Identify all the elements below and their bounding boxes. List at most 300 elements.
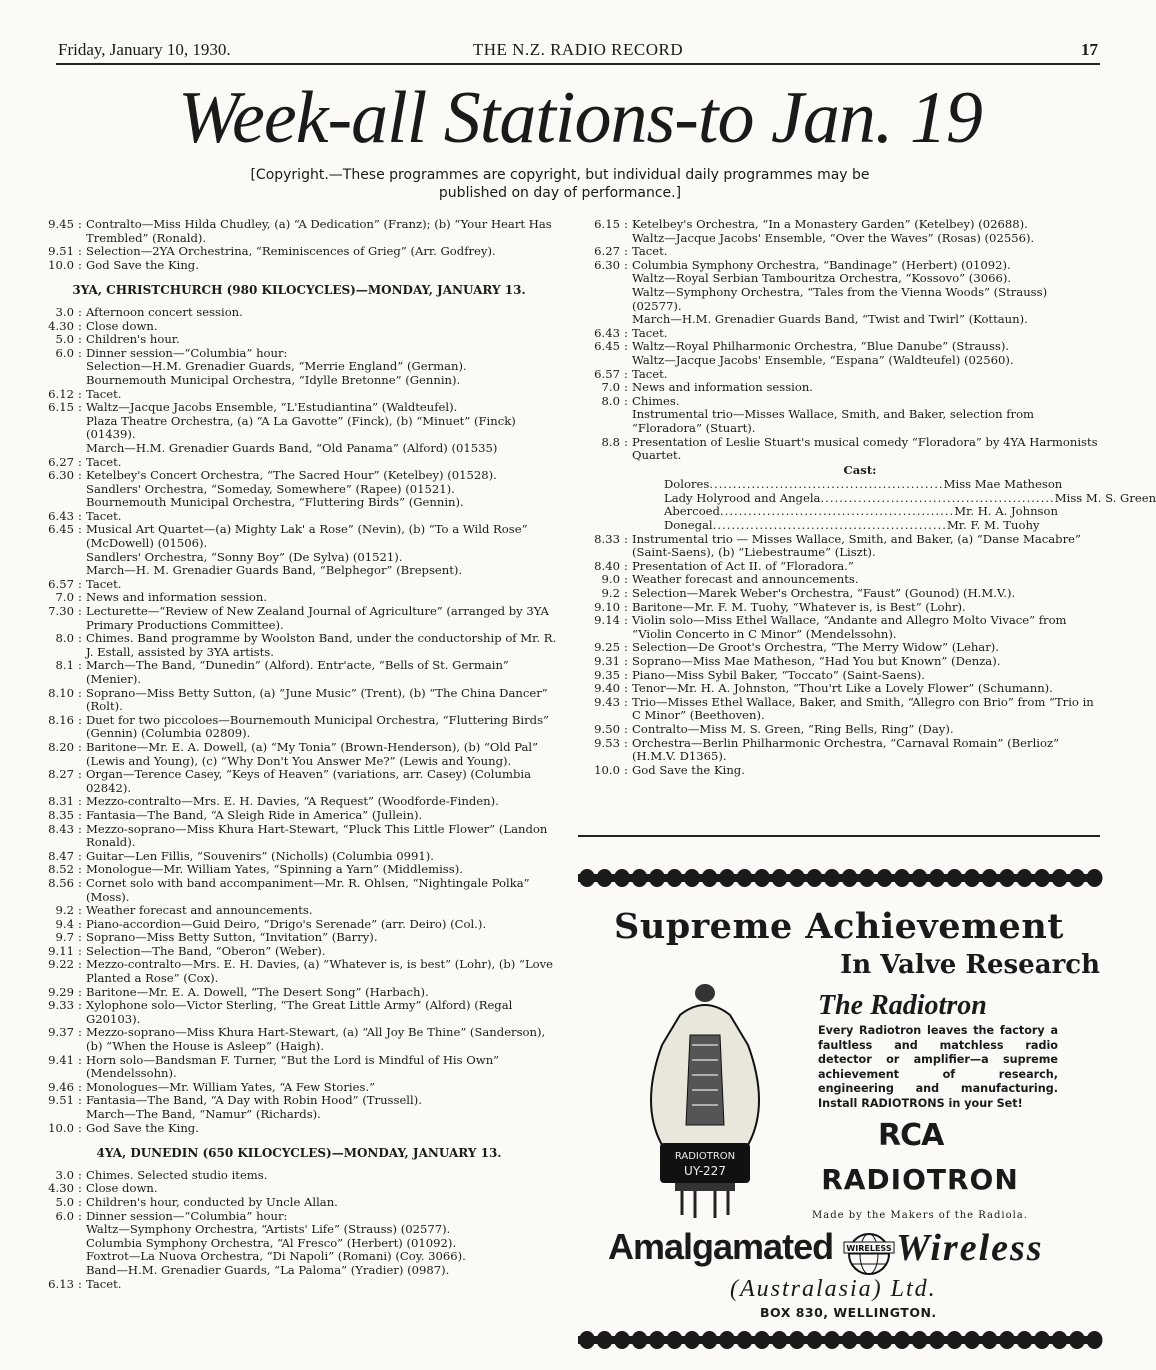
entry-time: 9.45 — [48, 217, 74, 231]
programme-entry — [34, 1169, 564, 1183]
border-scallop — [772, 1331, 788, 1349]
page-title: Week-all Stations-to Jan. 19 — [178, 77, 982, 159]
entry-text: Mezzo-contralto—Mrs. E. H. Davies, “A Request” (Woodforde-Finden). — [86, 794, 499, 809]
time-separator: : — [78, 712, 82, 727]
company-address: BOX 830, WELLINGTON. — [760, 1305, 937, 1320]
time-separator: : — [78, 1194, 82, 1209]
border-scallop — [964, 869, 980, 887]
entry-time: 8.31 — [48, 794, 74, 809]
dot-leader: .................................................. — [712, 518, 947, 533]
programme-entry — [580, 533, 1100, 560]
right-column — [580, 217, 1156, 777]
border-scallop — [912, 869, 928, 887]
border-scallop — [684, 1331, 700, 1349]
entry-text: Waltz—Royal Philharmonic Orchestra, “Blue Danube” (Strauss). — [632, 339, 1010, 354]
border-scallop — [859, 869, 875, 887]
programme-entry — [580, 723, 1100, 737]
time-separator: : — [624, 434, 628, 449]
programme-entry — [34, 523, 564, 550]
entry-time: 8.35 — [48, 807, 74, 822]
entry-time: 9.53 — [594, 735, 620, 750]
programme-entry — [34, 795, 564, 809]
border-scallop — [1087, 869, 1103, 887]
time-separator: : — [78, 1181, 82, 1196]
entry-time: 4.30 — [48, 1181, 74, 1196]
entry-time: 9.43 — [594, 694, 620, 709]
entry-text: Trio—Misses Ethel Wallace, Baker, and Smith, “Allegro con Brio” from “Trio in C Minor” (Beethoven). — [632, 694, 1094, 723]
cast-player: Mr. F. M. Tuohy — [946, 518, 1040, 533]
programme-entry — [34, 714, 564, 741]
border-scallop — [719, 869, 735, 887]
company-name-amalgamated: Amalgamated — [608, 1226, 834, 1267]
time-separator: : — [624, 681, 628, 696]
programme-entry — [580, 764, 1100, 778]
header-rule — [56, 63, 1100, 65]
newspaper-name: THE N.Z. RADIO RECORD — [472, 40, 684, 59]
entry-text: Monologue—Mr. William Yates, “Spinning a Yarn” (Middlemiss). — [86, 862, 463, 877]
programme-entry — [580, 587, 1100, 601]
programme-entry — [34, 1182, 564, 1196]
border-scallop — [894, 1331, 910, 1349]
border-scallop — [912, 1331, 928, 1349]
programme-entry — [34, 877, 564, 904]
entry-time: 6.0 — [55, 345, 74, 360]
programme-entry — [580, 327, 1100, 341]
border-scallop — [579, 869, 595, 887]
border-scallop — [1069, 869, 1085, 887]
entry-text: Duet for two piccoloes—Bournemouth Municipal Orchestra, “Fluttering Birds” (Gennin) (Columbia 02809). — [86, 712, 549, 741]
ad-top-rule — [578, 835, 1100, 837]
entry-text: Fantasia—The Band, “A Day with Robin Hood” (Trussell). — [86, 1093, 422, 1108]
programme-subentry: Sandlers' Orchestra, “Someday, Somewhere” (Rapee) (01521). — [86, 481, 455, 496]
entry-text: Children's hour. — [86, 332, 180, 347]
entry-time: 9.10 — [594, 599, 620, 614]
programme-subentry: March—H.M. Grenadier Guards Band, “Old Panama” (Alford) (01535) — [86, 440, 498, 455]
entry-text: Presentation of Leslie Stuart's musical comedy “Floradora” by 4YA Harmonists Quartet. — [632, 434, 1098, 463]
programme-entry — [34, 918, 564, 932]
time-separator: : — [78, 821, 82, 836]
entry-time: 7.0 — [601, 380, 620, 395]
programme-entry — [34, 469, 564, 483]
programme-entry — [34, 259, 564, 273]
entry-time: 6.27 — [48, 454, 74, 469]
programme-subentry: Sandlers' Orchestra, “Sonny Boy” (De Sylva) (01521). — [86, 549, 403, 564]
border-scallop — [982, 869, 998, 887]
entry-text: Baritone—Mr. F. M. Tuohy, “Whatever is, is Best” (Lohr). — [632, 599, 966, 614]
border-scallop — [1069, 1331, 1085, 1349]
programme-entry — [34, 850, 564, 864]
programme-entry — [34, 632, 564, 659]
entry-time: 8.47 — [48, 848, 74, 863]
entry-text: God Save the King. — [632, 762, 745, 777]
time-separator: : — [78, 522, 82, 537]
entry-text: Mezzo-contralto—Mrs. E. H. Davies, (a) “Whatever is, is best” (Lohr), (b) “Love Planted a Rose” (Cox). — [86, 957, 554, 986]
entry-text: Piano—Miss Sybil Baker, “Toccato” (Saint-Saens). — [632, 667, 925, 682]
border-scallop — [824, 869, 840, 887]
programme-entry — [580, 340, 1100, 354]
entry-time: 8.33 — [594, 531, 620, 546]
programme-subentry: Waltz—Jacque Jacobs' Ensemble, “Espana” (Waldteufel) (02560). — [632, 352, 1014, 367]
cast-role: Dolores — [664, 477, 710, 492]
ad-border-top — [578, 868, 1100, 888]
time-separator: : — [624, 257, 628, 272]
programme-entry — [580, 641, 1100, 655]
time-separator: : — [78, 767, 82, 782]
ad-product-name: The Radiotron — [818, 990, 987, 1021]
entry-text: Mezzo-soprano—Miss Khura Hart-Stewart, (a) “All Joy Be Thine” (Sanderson), (b) “When the House is Asleep” (Haigh). — [86, 1025, 546, 1054]
entry-text: Monologues—Mr. William Yates, “A Few Stories.” — [86, 1079, 376, 1094]
entry-time: 9.37 — [48, 1025, 74, 1040]
time-separator: : — [78, 658, 82, 673]
entry-text: Piano-accordion—Guid Deiro, “Drigo's Serenade” (arr. Deiro) (Col.). — [86, 916, 487, 931]
border-scallop — [737, 869, 753, 887]
border-scallop — [842, 869, 858, 887]
time-separator: : — [624, 393, 628, 408]
border-scallop — [964, 1331, 980, 1349]
entry-text: Soprano—Miss Betty Sutton, “Invitation” (Barry). — [86, 930, 378, 945]
entry-time: 8.40 — [594, 558, 620, 573]
border-scallop — [1052, 869, 1068, 887]
programme-entry — [580, 601, 1100, 615]
border-scallop — [1017, 1331, 1033, 1349]
time-separator: : — [624, 586, 628, 601]
entry-text: Tacet. — [632, 325, 668, 340]
time-separator: : — [78, 454, 82, 469]
issue-date: Friday, January 10, 1930. — [58, 40, 231, 59]
border-scallop — [754, 869, 770, 887]
entry-text: Soprano—Miss Mae Matheson, “Had You but Known” (Denza). — [632, 654, 1001, 668]
entry-text: Presentation of Act II. of “Floradora.” — [632, 558, 854, 573]
programme-entry — [34, 245, 564, 259]
dot-leader: .................................................. — [709, 477, 944, 492]
entry-text: Cornet solo with band accompaniment—Mr. R. Ohlsen, “Nightingale Polka” (Moss). — [86, 875, 530, 904]
dot-leader: .................................................. — [820, 490, 1055, 505]
time-separator: : — [78, 604, 82, 619]
entry-text: Instrumental trio — Misses Wallace, Smith, and Baker, (a) “Danse Macabre” (Saint-Saens), (b) “Liebestraume” (Liszt). — [632, 531, 1081, 560]
entry-time: 6.12 — [48, 386, 74, 401]
programme-entry — [34, 1122, 564, 1136]
time-separator: : — [624, 244, 628, 259]
programme-entry — [580, 218, 1100, 232]
entry-time: 9.33 — [48, 998, 74, 1013]
border-scallop — [772, 869, 788, 887]
programme-entry — [580, 696, 1100, 723]
entry-time: 8.20 — [48, 739, 74, 754]
time-separator: : — [78, 930, 82, 945]
time-separator: : — [624, 339, 628, 354]
programme-subentry: March—The Band, “Namur” (Richards). — [86, 1107, 321, 1121]
entry-text: Horn solo—Bandsman F. Turner, “But the Lord is Mindful of His Own” (Mendelssohn). — [86, 1052, 500, 1081]
time-separator: : — [624, 572, 628, 587]
border-scallop — [807, 1331, 823, 1349]
entry-text: Weather forecast and announcements. — [632, 572, 859, 587]
programme-entry — [34, 1081, 564, 1095]
programme-entry — [34, 510, 564, 524]
programme-entry — [580, 682, 1100, 696]
programme-entry — [580, 381, 1100, 395]
entry-time: 9.31 — [594, 654, 620, 668]
svg-text:WIRELESS: WIRELESS — [846, 1244, 892, 1253]
entry-time: 10.0 — [48, 1120, 74, 1135]
programme-entry — [34, 347, 564, 361]
entry-time: 5.0 — [55, 332, 74, 347]
time-separator: : — [624, 640, 628, 655]
cast-row — [664, 518, 1040, 533]
border-scallop — [877, 869, 893, 887]
border-scallop — [1034, 869, 1050, 887]
entry-time: 9.25 — [594, 640, 620, 655]
entry-text: Selection—De Groot's Orchestra, “The Merry Widow” (Lehar). — [632, 640, 999, 655]
border-scallop — [649, 1331, 665, 1349]
time-separator: : — [78, 1120, 82, 1135]
entry-text: News and information session. — [86, 590, 267, 605]
cast-role: Abercoed — [664, 504, 720, 519]
programme-entry — [34, 591, 564, 605]
border-scallop — [614, 1331, 630, 1349]
svg-text:RADIOTRON: RADIOTRON — [674, 1151, 736, 1162]
entry-time: 9.29 — [48, 984, 74, 999]
radiotron-logo: RADIOTRON — [821, 1163, 1019, 1196]
entry-text: Selection—2YA Orchestrina, “Reminiscences of Grieg” (Arr. Godfrey). — [86, 244, 496, 259]
programme-entry — [34, 958, 564, 985]
time-separator: : — [624, 694, 628, 709]
entry-text: Tacet. — [632, 244, 668, 259]
time-separator: : — [624, 735, 628, 750]
entry-time: 6.15 — [594, 217, 620, 231]
entry-time: 6.13 — [48, 1276, 74, 1291]
programme-entry — [34, 218, 564, 245]
entry-time: 8.16 — [48, 712, 74, 727]
entry-time: 9.0 — [601, 572, 620, 587]
entry-text: Baritone—Mr. E. A. Dowell, (a) “My Tonia” (Brown-Henderson), (b) “Old Pal” (Lewis and Young), (c) “Why Don't You Answer Me?” (Lewis and Young). — [86, 739, 539, 768]
entry-time: 6.45 — [594, 339, 620, 354]
time-separator: : — [624, 217, 628, 231]
time-separator: : — [624, 558, 628, 573]
time-separator: : — [624, 380, 628, 395]
programme-entry — [34, 1026, 564, 1053]
entry-time: 8.52 — [48, 862, 74, 877]
border-scallop — [877, 1331, 893, 1349]
programme-entry — [580, 669, 1100, 683]
cast-role: Donegal — [664, 518, 713, 533]
entry-text: Fantasia—The Band, “A Sleigh Ride in America” (Jullein). — [86, 807, 423, 822]
programme-entry — [34, 986, 564, 1000]
entry-time: 9.2 — [55, 903, 74, 918]
border-scallop — [842, 1331, 858, 1349]
border-scallop — [1034, 1331, 1050, 1349]
entry-time: 3.0 — [55, 1167, 74, 1182]
cast-row — [664, 490, 1156, 506]
border-scallop — [614, 869, 630, 887]
entry-time: 8.56 — [48, 875, 74, 890]
entry-time: 6.45 — [48, 522, 74, 537]
border-scallop — [947, 869, 963, 887]
cast-player: Miss Mae Matheson — [943, 477, 1063, 492]
border-scallop — [719, 1331, 735, 1349]
svg-text:UY-227: UY-227 — [684, 1164, 726, 1178]
entry-text: Tacet. — [86, 454, 122, 469]
cast-row — [664, 477, 1063, 492]
programme-subentry: Instrumental trio—Misses Wallace, Smith, and Baker, selection from “Floradora” (Stuart). — [632, 407, 1035, 435]
ad-headline: Supreme Achievement — [614, 906, 1064, 947]
entry-text: Contralto—Miss M. S. Green, “Ring Bells, Ring” (Day). — [632, 721, 954, 736]
entry-time: 5.0 — [55, 1194, 74, 1209]
time-separator: : — [624, 667, 628, 682]
ad-border-bottom — [578, 1330, 1100, 1350]
programme-subentry: Bournemouth Municipal Orchestra, “Idylle Bretonne” (Gennin). — [86, 372, 461, 387]
programme-entry — [34, 605, 564, 632]
entry-text: Soprano—Miss Betty Sutton, (a) “June Music” (Trent), (b) “The China Dancer” (Rolt). — [86, 685, 548, 714]
programme-entry — [34, 999, 564, 1026]
entry-time: 9.7 — [55, 930, 74, 945]
entry-time: 9.35 — [594, 667, 620, 682]
entry-text: Mezzo-soprano—Miss Khura Hart-Stewart, “Pluck This Little Flower” (Landon Ronald). — [86, 821, 548, 850]
entry-time: 9.41 — [48, 1052, 74, 1067]
entry-text: God Save the King. — [86, 1120, 199, 1135]
entry-time: 6.57 — [594, 366, 620, 381]
entry-text: Orchestra—Berlin Philharmonic Orchestra, “Carnaval Romain” (Berlioz” (H.M.V. D1365). — [632, 735, 1060, 764]
border-scallop — [807, 869, 823, 887]
time-separator: : — [78, 332, 82, 347]
entry-text: Columbia Symphony Orchestra, “Bandinage” (Herbert) (01092). — [632, 257, 1011, 272]
entry-text: God Save the King. — [86, 257, 199, 272]
time-separator: : — [78, 304, 82, 319]
entry-time: 8.43 — [48, 821, 74, 836]
border-scallop — [789, 1331, 805, 1349]
programme-entry — [34, 809, 564, 823]
entry-time: 6.30 — [48, 468, 74, 483]
programme-entry — [580, 259, 1100, 273]
programme-entry — [580, 368, 1100, 382]
time-separator: : — [78, 943, 82, 958]
border-scallop — [929, 869, 945, 887]
programme-subentry: March—H. M. Grenadier Guards Band, “Belphegor” (Brepsent). — [86, 563, 463, 578]
programme-entry — [580, 560, 1100, 574]
programme-entry — [580, 737, 1100, 764]
time-separator: : — [78, 1079, 82, 1094]
entry-time: 9.51 — [48, 1093, 74, 1108]
cast-role: Lady Holyrood and Angela — [664, 490, 821, 505]
dot-leader: .................................................. — [719, 504, 955, 519]
time-separator: : — [78, 1093, 82, 1108]
entry-time: 4.30 — [48, 318, 74, 333]
entry-text: Tenor—Mr. H. A. Johnston, “Thou'rt Like a Lovely Flower” (Schumann). — [632, 681, 1053, 696]
entry-time: 9.46 — [48, 1079, 74, 1094]
time-separator: : — [78, 903, 82, 918]
entry-time: 3.0 — [55, 304, 74, 319]
entry-text: Musical Art Quartet—(a) Mighty Lak' a Rose” (Nevin), (b) “To a Wild Rose” (McDowell) (01506). — [86, 522, 528, 551]
entry-text: Violin solo—Miss Ethel Wallace, “Andante and Allegro Molto Vivace” from “Violin Concerto in C Minor” (Mendelssohn). — [632, 613, 1067, 641]
cast-row — [664, 504, 1058, 519]
time-separator: : — [78, 807, 82, 822]
time-separator: : — [624, 366, 628, 381]
entry-time: 8.27 — [48, 767, 74, 782]
entry-text: Tacet. — [86, 508, 122, 523]
entry-time: 9.14 — [594, 613, 620, 628]
entry-time: 9.40 — [594, 681, 620, 696]
border-scallop — [597, 1331, 613, 1349]
entry-text: Ketelbey's Concert Orchestra, “The Sacred Hour” (Ketelbey) (01528). — [86, 468, 497, 483]
entry-time: 8.0 — [55, 631, 74, 646]
border-scallop — [702, 1331, 718, 1349]
time-separator: : — [78, 631, 82, 646]
time-separator: : — [624, 721, 628, 736]
time-separator: : — [78, 508, 82, 523]
time-separator: : — [78, 685, 82, 700]
radio-valve-illustration — [620, 975, 790, 1220]
programme-subentry: Plaza Theatre Orchestra, (a) “A La Gavotte” (Finck), (b) “Minuet” (Finck) (01439). — [86, 413, 516, 442]
border-scallop — [1087, 1331, 1103, 1349]
border-scallop — [684, 869, 700, 887]
border-scallop — [649, 869, 665, 887]
entry-text: Chimes. Selected studio items. — [86, 1167, 268, 1182]
left-column — [34, 218, 564, 1291]
programme-subentry: Band—H.M. Grenadier Guards, “La Paloma” (Yradier) (0987). — [86, 1262, 450, 1277]
programme-entry — [580, 614, 1100, 641]
entry-time: 6.15 — [48, 400, 74, 415]
entry-text: Guitar—Len Fillis, “Souvenirs” (Nicholls) (Columbia 0991). — [86, 848, 434, 863]
programme-entry — [580, 436, 1100, 463]
programme-entry — [34, 945, 564, 959]
entry-time: 6.43 — [48, 508, 74, 523]
company-name-wireless: Wireless — [896, 1227, 1044, 1269]
time-separator: : — [78, 998, 82, 1013]
entry-text: Tacet. — [86, 1276, 122, 1291]
border-scallop — [1017, 869, 1033, 887]
station-heading: 4YA, DUNEDIN (650 KILOCYCLES)—MONDAY, JANUARY 13. — [96, 1146, 502, 1161]
entry-text: Close down. — [86, 1181, 158, 1196]
border-scallop — [1052, 1331, 1068, 1349]
time-separator: : — [78, 984, 82, 999]
station-heading: 3YA, CHRISTCHURCH (980 KILOCYCLES)—MONDAY, JANUARY 13. — [72, 283, 526, 298]
entry-text: Chimes. Band programme by Woolston Band, under the conductorship of Mr. R. J. Estall, assisted by 3YA artists. — [86, 631, 557, 659]
entry-text: Weather forecast and announcements. — [86, 903, 313, 918]
time-separator: : — [78, 244, 82, 259]
entry-time: 6.30 — [594, 257, 620, 272]
border-scallop — [824, 1331, 840, 1349]
ad-subhead: In Valve Research — [840, 950, 1100, 980]
entry-text: News and information session. — [632, 380, 813, 395]
entry-time: 8.10 — [48, 685, 74, 700]
border-scallop — [667, 1331, 683, 1349]
border-scallop — [632, 1331, 648, 1349]
company-name-australasia: (Australasia) Ltd. — [730, 1276, 937, 1302]
entry-text: Close down. — [86, 318, 158, 333]
entry-time: 6.27 — [594, 244, 620, 259]
cast-player: Mr. H. A. Johnson — [954, 504, 1058, 519]
border-scallop — [929, 1331, 945, 1349]
entry-time: 6.43 — [594, 325, 620, 340]
entry-text: March—The Band, “Dunedin” (Alford). Entr'acte, “Bells of St. Germain” (Menier). — [86, 658, 509, 686]
entry-text: Selection—Marek Weber's Orchestra, “Faust” (Gounod) (H.M.V.). — [632, 586, 1016, 601]
programme-entry — [34, 1210, 564, 1224]
time-separator: : — [78, 1276, 82, 1291]
entry-time: 6.57 — [48, 576, 74, 591]
time-separator: : — [78, 916, 82, 931]
entry-text: Lecturette—“Review of New Zealand Journal of Agriculture” (arranged by 3YA Primary Productions Committee). — [86, 604, 549, 632]
time-separator: : — [78, 1208, 82, 1223]
border-scallop — [789, 869, 805, 887]
programme-entry — [580, 655, 1100, 669]
entry-time: 9.2 — [601, 586, 620, 601]
cast-player: Miss M. S. Green — [1054, 490, 1156, 505]
entry-text: Waltz—Jacque Jacobs Ensemble, “L'Estudiantina” (Waldteufel). — [86, 400, 458, 415]
entry-time: 6.0 — [55, 1208, 74, 1223]
entry-text: Chimes. — [632, 393, 680, 408]
entry-text: Dinner session—“Columbia” hour: — [86, 345, 288, 360]
time-separator: : — [78, 400, 82, 415]
programme-entry — [580, 245, 1100, 259]
